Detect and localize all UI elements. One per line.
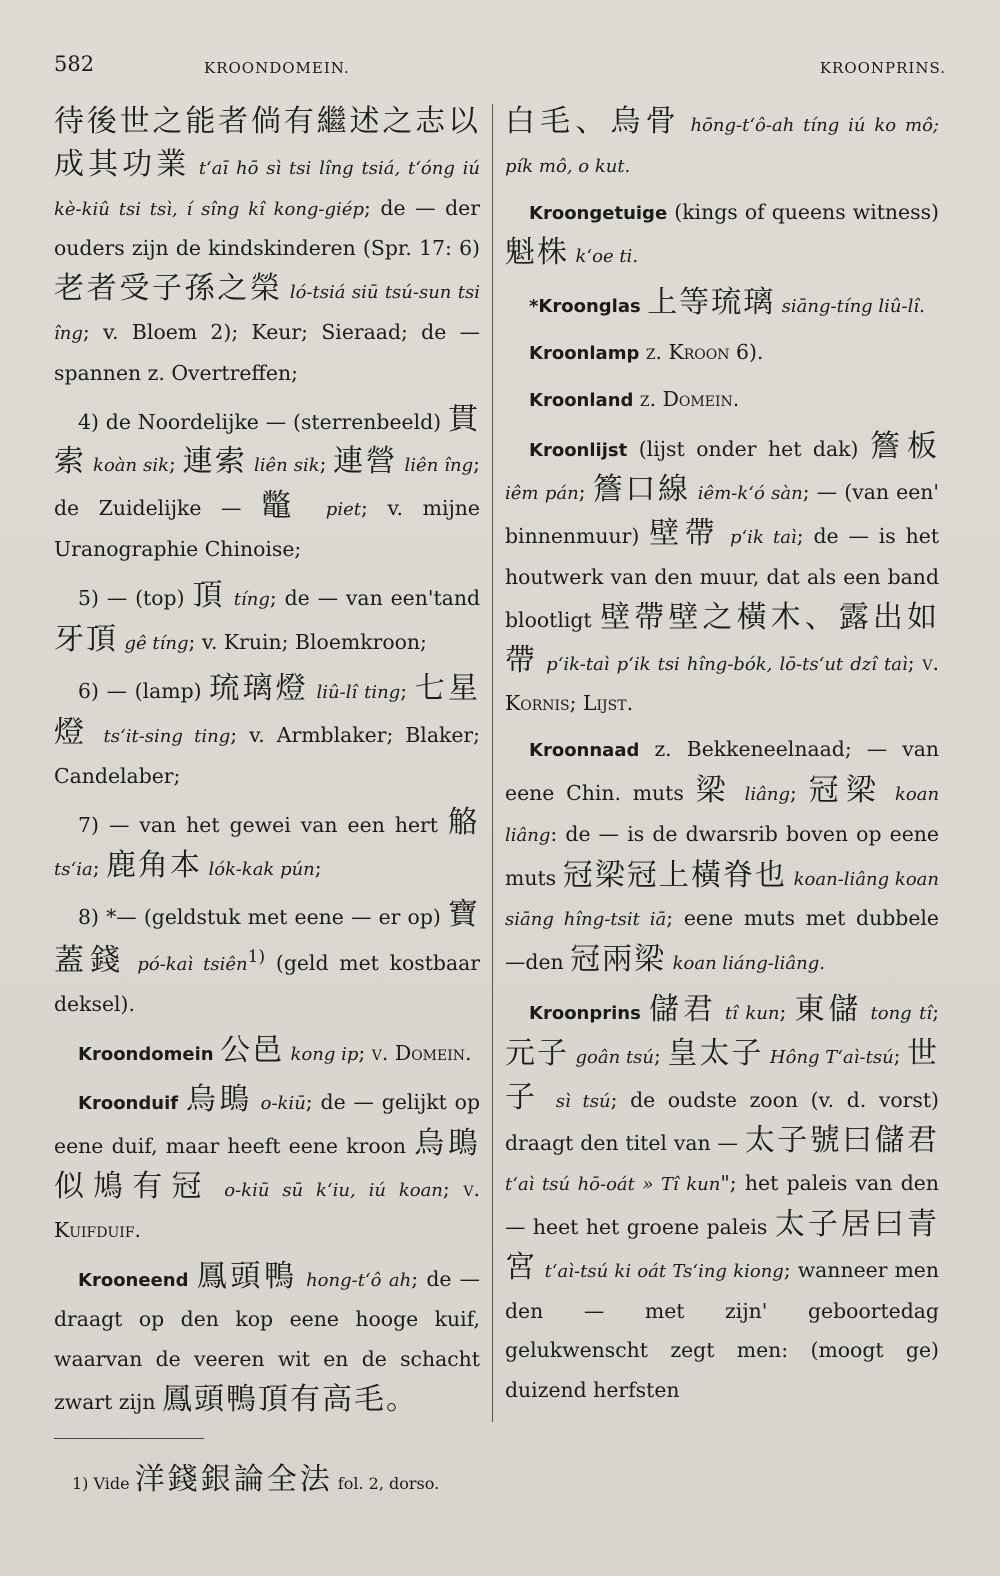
romanization: pó-kaì tsiên — [137, 953, 248, 975]
entry-continuation — [505, 102, 939, 187]
romanization: koan-liâng koan siāng hîng-tsit iā — [505, 868, 939, 931]
chinese-text: 元子 — [505, 1035, 570, 1071]
entry-kroonduif — [54, 1080, 480, 1250]
chinese-text: 太子號曰儲君 — [744, 1123, 939, 1159]
romanization: siāng-tíng liû-lî. — [781, 296, 925, 318]
chinese-text: 世子 — [505, 1035, 939, 1115]
chinese-text: 冠兩梁 — [570, 942, 667, 978]
left-column — [54, 102, 480, 1420]
chinese-text: 鹿角本 — [106, 847, 203, 883]
entry-kroonland — [505, 380, 939, 421]
romanization: k‘oe ti. — [575, 246, 639, 268]
definition-text: 4) de Noordelijke — (sterrenbeeld) — [78, 409, 442, 434]
chinese-text: 牙頂 — [54, 621, 118, 657]
chinese-text: 上等琉璃 — [647, 285, 776, 321]
chinese-text: 烏鴡似鳩有冠 — [54, 1126, 480, 1204]
definition-text: ; de — gelijkt op eene duif, maar heeft eene kroon — [54, 1090, 480, 1159]
definition-text: 7) — van het gewei van een hert — [78, 812, 438, 837]
romanization: ts‘ia — [54, 858, 93, 880]
romanization: iêm pán — [505, 483, 579, 505]
romanization: liên îng — [404, 455, 474, 477]
definition-text: 6) — (lamp) — [78, 679, 202, 704]
definition-text: ; v. Armblaker; Blaker; Candelaber; — [54, 723, 480, 788]
romanization: hong-t‘ô ah — [306, 1269, 412, 1291]
definition-text: "; het paleis van den — heet het groene paleis — [505, 1171, 939, 1239]
entry-paragraph — [54, 102, 480, 394]
definition-text: ; wanneer men den — met zijn' geboortedag gelukwenscht zegt men: (moogt ge) duizend herfsten — [505, 1257, 939, 1403]
sense-7: 7) — van het gewei van een hert 觡 ts‘ia; 鹿角本 lók-kak pún; — [54, 804, 480, 883]
left-running-title: KROONDOMEIN. — [204, 59, 350, 77]
romanization: Hông T‘aì-tsú — [769, 1046, 894, 1068]
chinese-text: 連索 — [182, 444, 248, 480]
headword: Kroongetuige — [529, 202, 668, 224]
footnote-rule — [54, 1438, 204, 1439]
headword: Kroonprins — [529, 1002, 641, 1024]
definition-text: ; de — draagt op den kop eene hooge kuif, waarvan de veeren wit en de schacht zwart zijn — [54, 1266, 480, 1414]
definition-text: 5) — (top) — [78, 585, 185, 610]
romanization: ló-tsiá siū tsú-sun tsi îng — [54, 282, 480, 344]
chinese-text: 冠梁 — [808, 772, 884, 808]
right-column — [505, 102, 939, 1420]
chinese-text: 貫索 — [54, 401, 480, 480]
entry-kroonglas — [505, 283, 939, 327]
definition-text: z. Kroon 6). — [645, 339, 764, 364]
chinese-text: 壁帶壁之橫木、露出如帶 — [505, 599, 939, 678]
romanization: p‘ik-taì p‘ik tsi hîng-bók, lō-ts‘ut dzî taì — [546, 653, 908, 675]
romanization: piet — [325, 499, 361, 521]
chinese-text: 鳳頭鴨 — [196, 1258, 298, 1294]
chinese-text: 梁 — [695, 772, 733, 808]
definition-text: 8) *— (geldstuk met eene — er op) — [78, 905, 441, 930]
definition-text: z. Bekkeneelnaad; — van eene Chin. muts — [505, 737, 939, 805]
definition-text: ; v. Kruin; Bloemkroon; — [188, 629, 427, 654]
entry-kroonlamp — [505, 333, 939, 374]
entry-kroondomein — [54, 1031, 480, 1075]
footnote-mark: 1) Vide — [72, 1474, 130, 1493]
chinese-text: 冠梁冠上橫脊也 — [562, 857, 788, 893]
headword: Kroonlamp — [529, 342, 640, 364]
definition-text: ; v. Bloem 2); Keur; Sieraad; de — spannen z. Overtreffen; — [54, 319, 480, 385]
romanization: lók-kak pún — [208, 858, 315, 880]
chinese-text: 寶蓋錢 — [54, 897, 480, 978]
romanization: kong ip — [290, 1043, 359, 1065]
romanization: tíng — [233, 588, 270, 610]
romanization: koàn sik — [93, 455, 170, 477]
page-number: 582 — [54, 52, 95, 76]
sense-8 — [54, 895, 480, 1024]
footnote-chinese: 洋錢銀論全法 — [134, 1462, 333, 1497]
chinese-text: 皇太子 — [667, 1035, 764, 1071]
romanization: liû-lî ting — [316, 682, 401, 704]
romanization: ts‘it-sing ting — [103, 726, 231, 748]
romanization: koan liâng — [505, 783, 939, 846]
romanization: hōng-t‘ô-ah tíng iú ko mô; pík mô, o kut. — [505, 115, 939, 177]
chinese-text: 待後世之能者倘有繼述之志以成其功業 — [54, 104, 480, 182]
entry-kroonprins: Kroonprins 儲君 tî kun; 東儲 tong tî; 元子 goân tsú; 皇太子 Hông T‘aì-tsú; 世子 sì tsú; de oudste zoon (v. d. vorst) draagt den titel van — 太子號曰儲君 t‘aì tsú hō-oát » Tî kun"; het paleis van den — heet het groene paleis 太子居曰青宮 t‘aì-tsú ki oát Ts‘ing kiong; wanneer men den — met zijn' geboortedag gelukwenscht zegt men: (moogt ge) duizend herfsten — [505, 991, 939, 1403]
footnote-marker: 1) — [247, 947, 266, 968]
definition-text: ; de oudste zoon (v. d. vorst) draagt den titel van — — [505, 1087, 939, 1156]
definition-text: ; v. Domein. — [358, 1040, 472, 1065]
headword: Kroonnaad — [529, 740, 640, 762]
headword: *Kroonglas — [529, 296, 641, 318]
romanization: gê tíng — [124, 632, 189, 654]
entry-kroonlijst: Kroonlijst (lijst onder het dak) 簷板 iêm pán; 簷口線 iêm-k‘ó sàn; — (van een' binnenmuur) 壁帶 p‘ik taì; de — is het houtwerk van den muur, dat als een band blootligt 壁帶壁之橫木、露出如帶 p‘ik-taì p‘ik tsi hîng-bók, lō-ts‘ut dzî taì; v. Kornis; Lijst. — [505, 428, 939, 716]
chinese-text: 七星燈 — [54, 671, 480, 751]
definition-text: : de — is de dwarsrib boven op eene muts — [505, 821, 939, 890]
chinese-text: 公邑 — [220, 1032, 285, 1068]
chinese-text: 觡 — [448, 804, 480, 840]
entry-krooneend — [54, 1257, 480, 1420]
headword: Kroonduif — [78, 1093, 179, 1115]
headword: Krooneend — [78, 1269, 189, 1291]
definition-text: ; — (van een' binnenmuur) — [505, 480, 939, 549]
romanization: o-kiū — [260, 1093, 306, 1115]
entry-kroonnaad: Kroonnaad z. Bekkeneelnaad; — van eene Chin. muts 梁 liâng; 冠梁 koan liâng: de — is de dwarsrib boven op eene muts 冠梁冠上橫脊也 koan-liâng koan siāng hîng-tsit iā; eene muts met dubbele —den 冠兩梁 koan liáng-liâng. — [505, 737, 939, 978]
headword: Kroonlijst — [529, 439, 628, 461]
romanization: t‘aī hō sì tsi lîng tsiá, t‘óng iú kè-kiû tsi tsì, í sîng kî kong-giép — [54, 157, 480, 220]
romanization: tong tî — [870, 1002, 933, 1024]
definition-text: ; v. mijne Uranographie Chinoise; — [54, 496, 480, 561]
definition-text: ; de Zuidelijke — — [54, 452, 480, 521]
chinese-text: 鳳頭鴨頂有高毛。 — [161, 1381, 418, 1417]
romanization: tî kun — [724, 1002, 780, 1024]
chinese-text: 連營 — [333, 444, 398, 480]
romanization: t‘aì-tsú ki oát Ts‘ing kiong — [544, 1260, 784, 1282]
definition-text: ; de — van een'tand — [269, 585, 480, 610]
chinese-text: 烏鴡 — [185, 1082, 253, 1118]
headword: Kroonland — [529, 389, 634, 411]
sense-5 — [54, 576, 480, 664]
definition-text: (kings of queens witness) — [674, 199, 939, 224]
chinese-text: 鼈 — [261, 488, 307, 524]
romanization: iêm-k‘ó sàn — [697, 483, 803, 505]
romanization: goân tsú — [575, 1046, 655, 1068]
romanization: o-kiū sū k‘iu, iú koan — [224, 1179, 443, 1201]
romanization: liên sik — [253, 455, 320, 477]
romanization: koan liáng-liâng. — [672, 953, 825, 975]
definition-text: ; v. Kornis; Lijst. — [505, 650, 939, 716]
chinese-text: 魁株 — [505, 235, 569, 271]
chinese-text: 簷板 — [869, 428, 939, 464]
romanization: liâng — [744, 783, 791, 805]
right-running-title: KROONPRINS. — [819, 59, 946, 77]
chinese-text: 白毛、烏骨 — [505, 104, 681, 139]
chinese-text: 太子居曰青宮 — [505, 1206, 939, 1285]
chinese-text: 簷口線 — [592, 472, 691, 508]
footnote — [72, 1460, 672, 1504]
column-divider — [492, 104, 493, 1422]
chinese-text: 壁帶 — [649, 516, 721, 552]
chinese-text: 琉璃燈 — [209, 671, 309, 707]
chinese-text: 儲君 — [649, 991, 717, 1027]
definition-text: ; de — is het houtwerk van den muur, dat als een band blootligt — [505, 524, 939, 632]
definition-text: ; eene muts met dubbele —den — [505, 906, 939, 975]
sense-4: 4) de Noordelijke — (sterrenbeeld) 貫索 koàn sik; 連索 liên sik; 連營 liên îng; de Zuidelijke — 鼈 piet; v. mijne Uranographie Chinoise; — [54, 401, 480, 561]
chinese-text: 東儲 — [794, 991, 863, 1027]
sense-6: 6) — (lamp) 琉璃燈 liû-lî ting; 七星燈 ts‘it-sing ting; v. Armblaker; Blaker; Candelaber; — [54, 671, 480, 788]
definition-text: (geld met kostbaar deksel). — [54, 950, 480, 1016]
romanization: p‘ik taì — [729, 527, 797, 549]
chinese-text: 頂 — [192, 577, 226, 613]
romanization: sì tsú — [555, 1090, 611, 1112]
definition-text: z. Domein. — [639, 386, 740, 411]
definition-text: (lijst onder het dak) — [638, 436, 859, 461]
definition-text: ; de — der ouders zijn de kindskinderen (Spr. 17: 6) — [54, 195, 480, 261]
entry-kroongetuige — [505, 193, 939, 278]
definition-text: ; v. Kuifduif. — [54, 1176, 480, 1242]
running-header — [54, 52, 946, 82]
footnote-reference: fol. 2, dorso. — [337, 1474, 440, 1493]
chinese-text: 老者受子孫之榮 — [54, 271, 283, 307]
romanization: t‘aì tsú hō-oát » Tî kun — [505, 1174, 721, 1196]
headword: Kroondomein — [78, 1043, 214, 1065]
